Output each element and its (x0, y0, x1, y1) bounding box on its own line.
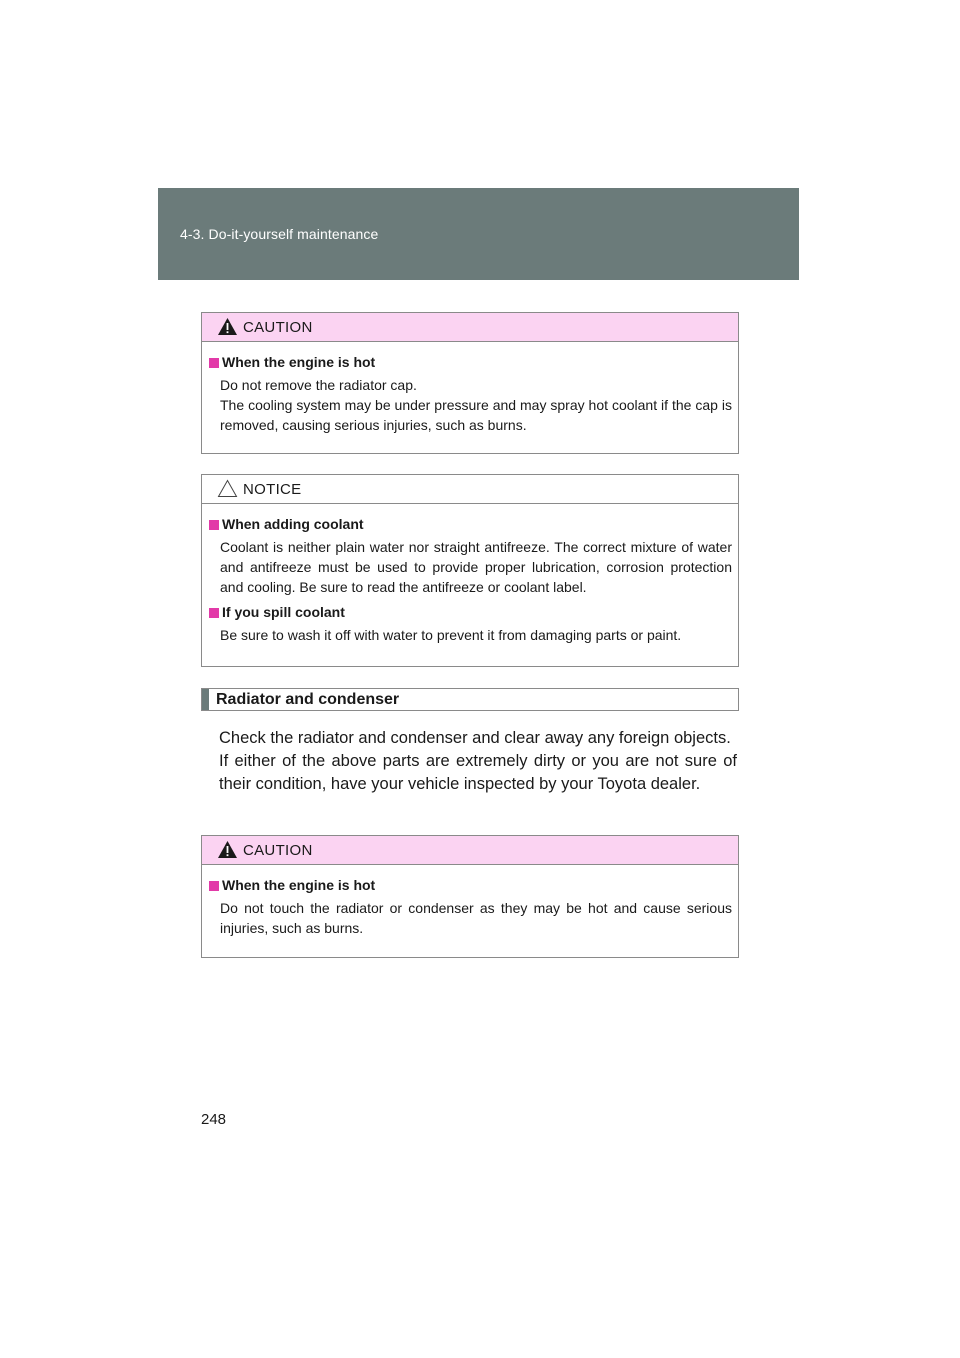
bullet-square-icon (209, 520, 219, 530)
item-text: Be sure to wash it off with water to prevent it from damaging parts or paint. (220, 627, 682, 643)
warning-triangle-icon (217, 317, 238, 336)
caution-item (209, 877, 732, 938)
caution-box-2 (201, 835, 739, 958)
item-title: If you spill coolant (222, 604, 345, 620)
body-paragraph: If either of the above parts are extremely dirty or you are not sure of their condition, have your vehicle inspected by your Toyota dealer. (219, 752, 737, 793)
item-title: When adding coolant (222, 516, 364, 532)
section-heading (201, 688, 739, 711)
caution-item (209, 354, 732, 435)
warning-triangle-outline-icon (217, 479, 238, 498)
bullet-square-icon (209, 358, 219, 368)
bullet-square-icon (209, 881, 219, 891)
caution-box-1 (201, 312, 739, 454)
item-text: The cooling system may be under pressure and may spray hot coolant if the cap is removed, causing serious injuries, such as burns. (220, 397, 732, 433)
heading-bar (202, 689, 209, 710)
bullet-square-icon (209, 608, 219, 618)
body-paragraph: Check the radiator and condenser and clear away any foreign objects. (219, 729, 731, 747)
caution-header (202, 313, 738, 342)
notice-item (209, 604, 732, 645)
section-title: 4-3. Do-it-yourself maintenance (180, 226, 379, 242)
warning-triangle-icon (217, 840, 238, 859)
page-number: 248 (201, 1111, 227, 1128)
notice-label: NOTICE (243, 481, 302, 498)
item-title: When the engine is hot (222, 354, 376, 370)
item-title: When the engine is hot (222, 877, 376, 893)
notice-item (209, 516, 732, 597)
header-band (158, 188, 799, 280)
notice-box (201, 474, 739, 667)
notice-header (202, 475, 738, 504)
caution-label: CAUTION (243, 842, 313, 859)
item-text: Do not remove the radiator cap. (220, 377, 417, 393)
item-text: Coolant is neither plain water nor straight antifreeze. The correct mixture of water and antifreeze must be used to provide proper lubrication, corrosion protection and cooling. Be sure to read the antifreeze or coolant label. (220, 539, 732, 595)
caution-label: CAUTION (243, 319, 313, 336)
caution-header (202, 836, 738, 865)
item-text: Do not touch the radiator or condenser as they may be hot and cause serious injuries, such as burns. (220, 900, 732, 936)
section-body (219, 727, 737, 796)
section-heading-label: Radiator and condenser (216, 691, 400, 708)
